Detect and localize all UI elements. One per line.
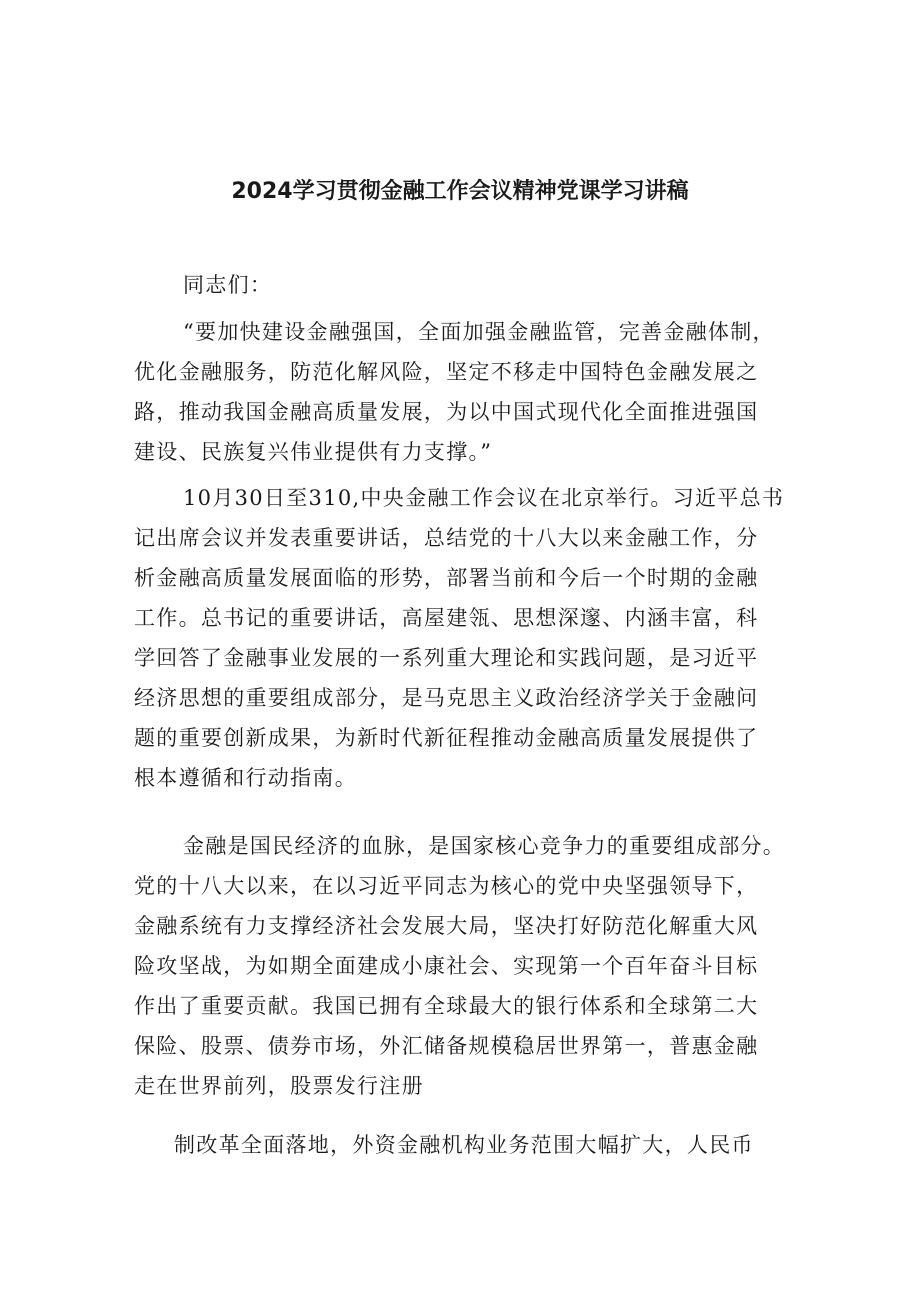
paragraph-line: 路，推动我国金融高质量发展，为以中国式现代化全面推进强国 xyxy=(134,400,759,424)
paragraph-line: 记出席会议并发表重要讲话，总结党的十八大以来金融工作，分 xyxy=(134,526,759,550)
paragraph-line: 建设、民族复兴伟业提供有力支撑。” xyxy=(134,440,493,464)
paragraph-line: 保险、股票、债券市场，外汇储备规模稳居世界第一，普惠金融 xyxy=(134,1034,759,1058)
salutation: 同志们： xyxy=(183,273,273,297)
paragraph-line: 根本遵循和行动指南。 xyxy=(134,766,357,790)
paragraph-line: 党的十八大以来，在以习近平同志为核心的党中央坚强领导下， xyxy=(134,874,759,898)
paragraph-line: 题的重要创新成果，为新时代新征程推动金融高质量发展提供了 xyxy=(134,726,759,750)
paragraph-line: 险攻坚战，为如期全面建成小康社会、实现第一个百年奋斗目标 xyxy=(134,954,759,978)
paragraph-line: 经济思想的重要组成部分，是马克思主义政治经济学关于金融问 xyxy=(134,686,759,710)
paragraph-line: “要加快建设金融强国，全面加强金融监管，完善金融体制， xyxy=(183,320,775,344)
paragraph-line: 作出了重要贡献。我国已拥有全球最大的银行体系和全球第二大 xyxy=(134,994,759,1018)
paragraph-line: 制改革全面落地，外资金融机构业务范围大幅扩大，人民币 xyxy=(174,1133,754,1157)
paragraph-line: 析金融高质量发展面临的形势，部署当前和今后一个时期的金融 xyxy=(134,566,759,590)
paragraph-line: 学回答了金融事业发展的一系列重大理论和实践问题，是习近平 xyxy=(134,646,759,670)
paragraph-line: 金融是国民经济的血脉，是国家核心竞争力的重要组成部分。 xyxy=(183,834,786,858)
document-title: 2024学习贯彻金融工作会议精神党课学习讲稿 xyxy=(231,179,689,204)
paragraph-quote xyxy=(134,312,794,472)
paragraph-line: 走在世界前列，股票发行注册 xyxy=(134,1074,424,1098)
paragraph-meeting xyxy=(134,478,794,798)
paragraph-reform xyxy=(134,1125,794,1165)
paragraph-line: 工作。总书记的重要讲话，高屋建瓴、思想深邃、内涵丰富，科 xyxy=(134,606,759,630)
paragraph-line: 优化金融服务，防范化解风险，坚定不移走中国特色金融发展之 xyxy=(134,360,759,384)
paragraph-line: 金融系统有力支撑经济社会发展大局，坚决打好防范化解重大风 xyxy=(134,914,759,938)
paragraph-finance xyxy=(134,826,794,1106)
paragraph-line: 10月30日至310,中央金融工作会议在北京举行。习近平总书 xyxy=(183,486,785,510)
